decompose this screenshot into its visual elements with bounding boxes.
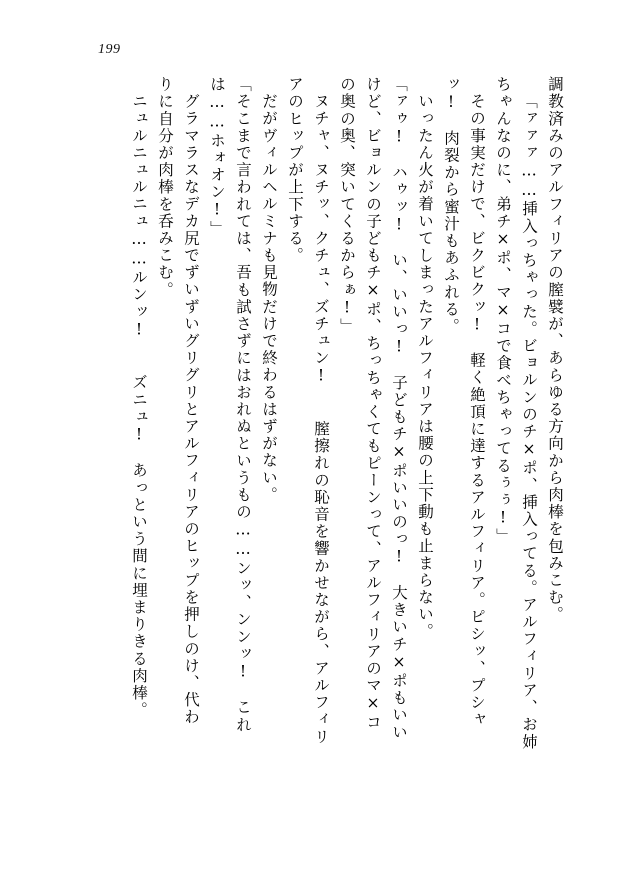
text-line: の奥の奥、突いてくるからぁ!」	[338, 76, 356, 335]
text-line: けど、ビョルンの子どもチ×ポ、ちっちゃくてもピーンって、アルフィリアのマ×コ	[364, 76, 382, 731]
page-number: 199	[98, 42, 121, 57]
text-line: アのヒップが上下する。	[286, 76, 304, 265]
text-line: ヌチャ、ヌチッ、クチュ、ズチュン! 膣擦れの恥音を響かせながら、アルフィリ	[312, 93, 330, 746]
text-line: ちゃんなのに、弟チ×ポ、マ×コで食べちゃってるぅぅ!」	[494, 76, 512, 546]
text-line: りに自分が肉棒を呑みこむ。	[156, 76, 174, 299]
text-line: 「そこまで言われては、吾も試さずにはおれぬというもの……ンッ、ンンッ! これ	[234, 76, 252, 734]
vertical-text-body	[52, 76, 562, 856]
text-line: グラマラスなデカ尻でずいずいグリグリとアルフィリアのヒップを押しのけ、代わ	[182, 93, 200, 726]
text-line: 「ァァァ……挿入っちゃった。ビョルンのチ×ポ、挿入ってる。アルフィリア、お姉	[520, 93, 538, 751]
text-line: その事実だけで、ビクビクッ! 軽く絶頂に達するアルフィリア。ピシッ、プシャ	[468, 93, 486, 729]
text-line: 調教済みのアルフィリアの膣襞が、あらゆる方向から肉棒を包みこむ。	[546, 76, 564, 624]
text-line: 「ァゥ! ハゥッ! い、いいっ! 子どもチ×ポいいのっ! 大きいチ×ポもいい	[390, 76, 408, 741]
text-line: だがヴィルヘルミナも見物だけで終わるはずがない。	[260, 93, 278, 504]
text-line: は……ホォオン!」	[208, 76, 226, 238]
text-line: ニュルニュルニュ……ルンッ! ズニュ! あっという間に埋まりきる肉棒。	[130, 93, 148, 719]
text-line: ッ! 肉裂から蜜汁もあふれる。	[442, 76, 460, 335]
text-line: いったん火が着いてしまったアルフィリアは腰の上下動も止まらない。	[416, 93, 434, 641]
